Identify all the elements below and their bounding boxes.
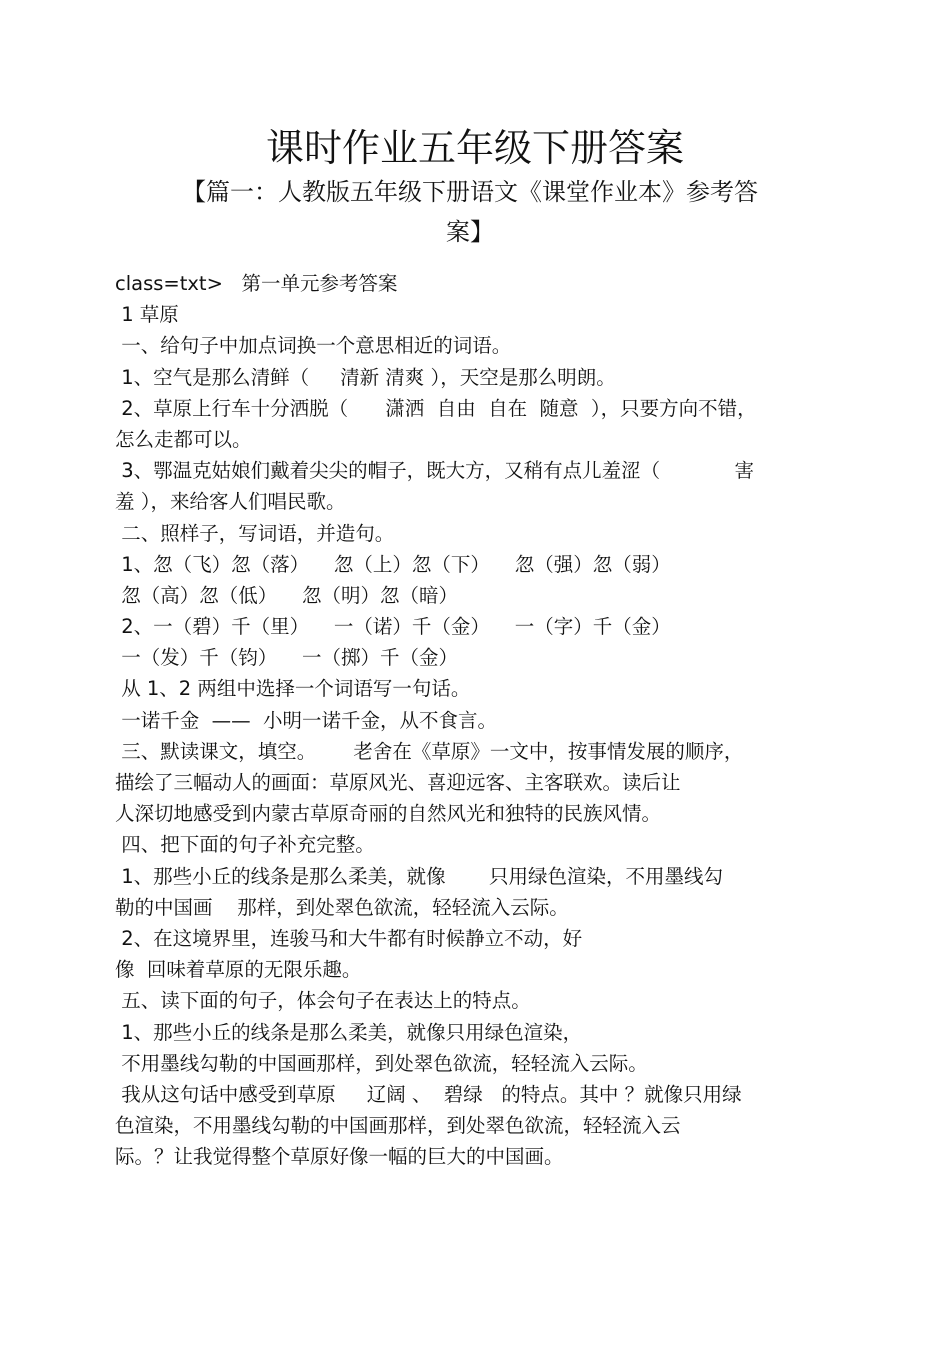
body-line: 我从这句话中感受到草原 辽阔 、 碧绿 的特点。其中 ？就像只用绿 bbox=[115, 1082, 742, 1106]
body-line: 一、给句子中加点词换一个意思相近的词语。 bbox=[115, 334, 512, 358]
body-line: 1 草原 bbox=[115, 303, 179, 327]
body-line: 三、默读课文，填空。 老舍在《草原》一文中，按事情发展的顺序， bbox=[115, 739, 744, 763]
body-line: 2、在这境界里，连骏马和大牛都有时候静立不动，好 bbox=[115, 926, 583, 950]
subtitle-line: 【篇一：人教版五年级下册语文《课堂作业本》参考答 bbox=[182, 178, 758, 206]
body-line: 1、空气是那么清鲜（ 清新 清爽 ），天空是那么明朗。 bbox=[115, 365, 616, 389]
document-subtitle bbox=[110, 172, 830, 252]
body-line: 二、照样子，写词语，并造句。 bbox=[115, 521, 395, 545]
body-line: 1、那些小丘的线条是那么柔美，就像只用绿色渲染， bbox=[115, 1020, 583, 1044]
document-title: 课时作业五年级下册答案 bbox=[265, 126, 684, 170]
body-line: 从 1、2 两组中选择一个词语写一句话。 bbox=[115, 677, 471, 701]
body-line: 色渲染，不用墨线勾勒的中国画那样，到处翠色欲流，轻轻流入云 bbox=[115, 1114, 681, 1138]
body-line: 勒的中国画 那样，到处翠色欲流，轻轻流入云际。 bbox=[115, 895, 569, 919]
body-line: 像 回味着草原的无限乐趣。 bbox=[115, 958, 362, 982]
body-line: 五、读下面的句子，体会句子在表达上的特点。 bbox=[115, 989, 531, 1013]
body-line: 1、忽（飞）忽（落） 忽（上）忽（下） 忽（强）忽（弱） bbox=[115, 552, 671, 576]
body-line: 怎么走都可以。 bbox=[115, 427, 252, 451]
body-line: class=txt> 第一单元参考答案 bbox=[115, 272, 398, 295]
body-line: 3、鄂温克姑娘们戴着尖尖的帽子，既大方，又稍有点儿羞涩（ 害 bbox=[115, 459, 754, 483]
body-line: 不用墨线勾勒的中国画那样，到处翠色欲流，轻轻流入云际。 bbox=[115, 1051, 648, 1075]
body-line: 一诺千金 —— 小明一诺千金，从不食言。 bbox=[115, 708, 497, 732]
body-line: 描绘了三幅动人的画面：草原风光、喜迎远客、主客联欢。读后让 bbox=[115, 771, 681, 794]
body-line: 四、把下面的句子补充完整。 bbox=[115, 833, 375, 857]
body-line: 2、一（碧）千（里） 一（诺）千（金） 一（字）千（金） bbox=[115, 615, 671, 639]
body-line: 1、那些小丘的线条是那么柔美，就像 只用绿色渲染，不用墨线勾 bbox=[115, 864, 723, 888]
body-line: 忽（高）忽（低） 忽（明）忽（暗） bbox=[115, 583, 458, 607]
subtitle-line: 案】 bbox=[446, 218, 494, 246]
body-line: 一（发）千（钧） 一（掷）千（金） bbox=[115, 646, 458, 670]
body-line: 2、草原上行车十分洒脱（ 潇洒 自由 自在 随意 ），只要方向不错， bbox=[115, 396, 757, 420]
body-line: 羞 ），来给客人们唱民歌。 bbox=[115, 490, 346, 514]
body-line: 人深切地感受到内蒙古草原奇丽的自然风光和独特的民族风情。 bbox=[115, 802, 662, 826]
body-line: 际。？让我觉得整个草原好像一幅的巨大的中国画。 bbox=[115, 1145, 564, 1169]
document-body bbox=[115, 268, 825, 1172]
